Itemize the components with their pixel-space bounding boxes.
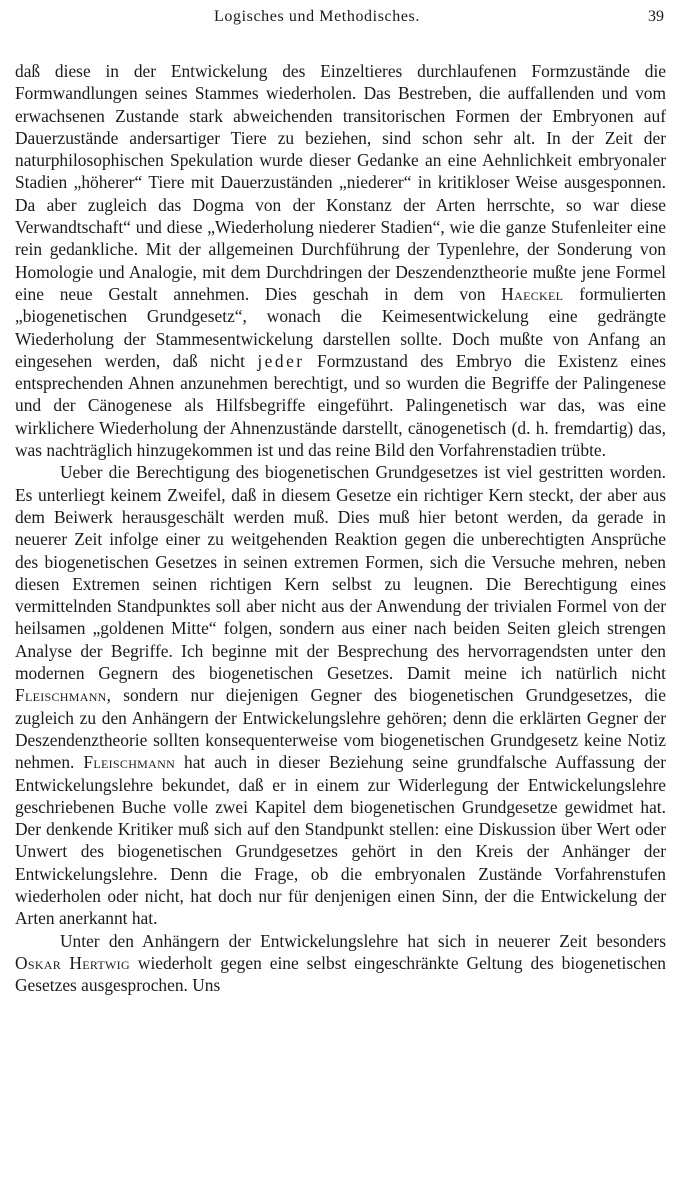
paragraph-1 (15, 60, 666, 461)
paragraph-2-text-c: hat auch in dieser Beziehung seine grundfalsche Auffassung der Entwickelungslehre bekundet, daß er in einem zur Widerlegung der Entwickelungslehre geschriebenen Buche volle zwei Kapitel dem biogenetischen Grundgesetze gewidmet hat. Der denkende Kritiker muß sich auf den Standpunkt stellen: eine Diskussion über Wert oder Unwert des biogenetischen Grundgesetzes gehört in den Kreis der Anhänger der Entwickelungslehre. Denn die Frage, ob die embryonalen Zustände Vorfahrenstufen wiederholen oder nicht, hat doch nur für denjenigen einen Sinn, der die Entwickelung der Arten anerkannt hat. (15, 752, 667, 929)
author-name-fleischmann: Fleischmann (83, 752, 176, 773)
paragraph-1-text-a: daß diese in der Entwickelung des Einzeltieres durchlaufenen Formzustände die Formwandlungen seines Stammes wiederholen. Das Bestreben, die auffallenden und vom erwachsenen Zustande stark abweichenden transitorischen Formen der Embryonen auf Dauerzustände andersartiger Tiere zu beziehen, sind schon sehr alt. In der Zeit der naturphilosophischen Spekulation wurde dieser Gedanke an eine Aehnlichkeit embryonaler Stadien „höherer“ Tiere mit Dauerzuständen „niederer“ in kritikloser Weise ausgesponnen. Da aber zugleich das Dogma von der Konstanz der Arten herrschte, so war diese Verwandtschaft“ und diese „Wiederholung niederer Stadien“, wie die ganze Stufenleiter eine rein gedankliche. Mit der allgemeinen Durchführung der Typenlehre, der Sonderung von Homologie und Analogie, mit dem Durchdringen der Deszendenztheorie mußte jene Formel eine neue Gestalt annehmen. Dies geschah in dem von (15, 61, 666, 304)
page-number: 39 (648, 8, 664, 25)
paragraph-1-text-c: Formzustand des Embryo die Existenz eines entsprechenden Ahnen anzunehmen berechtigt, und so wurden die Begriffe der Palingenese und der Cänogenese als Hilfsbegriffe eingeführt. Palingenetisch war das, was eine wirklichere Wiederholung der Ahnenzustände darstellt, cänogenetisch (d. h. fremdartig) das, was nachträglich hinzugekommen ist und das reine Bild den Vorfahrenstadien trübte. (15, 350, 666, 461)
paragraph-2-text-b: , sondern nur diejenigen Gegner des biogenetischen Grundgesetzes, die zugleich zu den Anhängern der Entwickelungslehre gehören; denn die erklärten Gegner der Deszendenztheorie sollten konsequenterweise vom biogenetischen Grundgesetz keine Notiz nehmen. (15, 685, 666, 773)
paragraph-2 (15, 461, 666, 929)
page-header (0, 8, 679, 36)
paragraph-3 (15, 930, 666, 997)
paragraph-1-text-b: formulierten „biogenetischen Grundgesetz“, wonach die Keimesentwickelung eine gedrängte Wiederholung der Stammesentwickelung darstellen sollte. Doch mußte von Anfang an eingesehen werden, daß nicht (15, 283, 666, 371)
paragraph-3-text-b: wiederholt gegen eine selbst eingeschränkte Geltung des biogenetischen Gesetzes ausgesprochen. Uns (15, 952, 666, 996)
author-name-fleischmann: Fleischmann (15, 685, 107, 706)
paragraph-2-text-a: Ueber die Berechtigung des biogenetischen Grundgesetzes ist viel gestritten worden. Es unterliegt keinem Zweifel, daß in diesem Gesetze ein richtiger Kern steckt, der aber aus dem Beiwerk herausgeschält werden muß. Dies muß hier betont werden, da gerade in neuerer Zeit infolge einer zu weitgehenden Reaktion gegen die unberechtigten Ansprüche des biogenetischen Gesetzes in seinen extremen Formen, sich die Versuche mehren, neben diesen Extremen seinen richtigen Kern selbst zu leugnen. Die Berechtigung eines vermittelnden Standpunktes soll aber nicht aus der Anwendung der trivialen Formel von der heilsamen „goldenen Mitte“ folgen, sondern aus einer nach beiden Seiten gleich strengen Analyse der Begriffe. Ich beginne mit der Besprechung des hervorragendsten unter den modernen Gegnern des biogenetischen Gesetzes. Damit meine ich natürlich nicht (15, 462, 666, 684)
running-title: Logisches und Methodisches. (214, 8, 420, 25)
author-name-haeckel: Haeckel (501, 283, 564, 304)
body-text (15, 60, 666, 996)
paragraph-3-text-a: Unter den Anhängern der Entwickelungslehre hat sich in neuerer Zeit besonders (60, 930, 666, 951)
author-name-hertwig: Oskar Hertwig (15, 952, 130, 973)
emphasis-jeder: jeder (257, 350, 305, 371)
